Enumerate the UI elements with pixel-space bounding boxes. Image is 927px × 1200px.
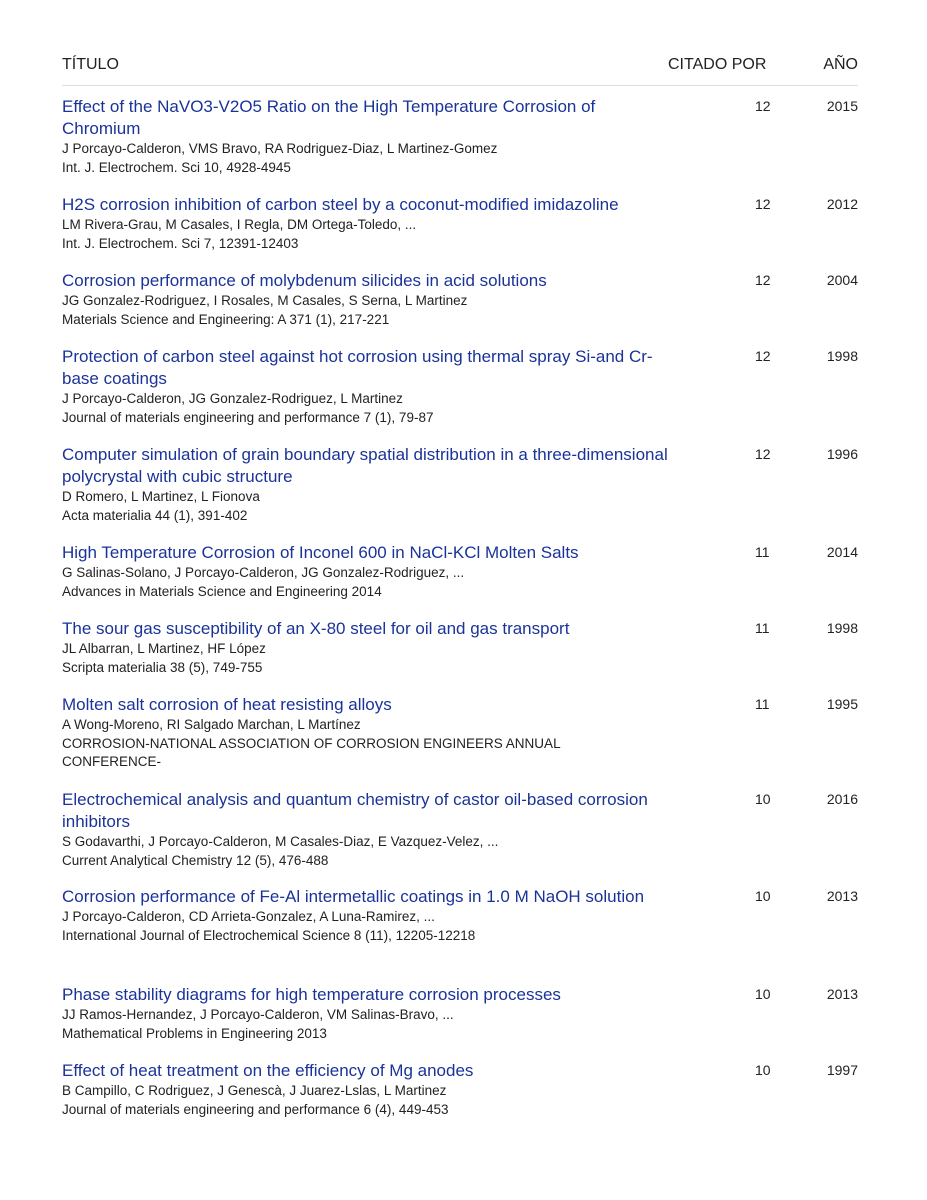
cited-by-count[interactable]: 12 [755, 348, 771, 364]
article-year: 2013 [826, 888, 858, 904]
article-row [62, 984, 858, 1043]
article-authors: J Porcayo-Calderon, JG Gonzalez-Rodriguez, L Martinez [62, 391, 403, 406]
article-venue: Current Analytical Chemistry 12 (5), 476-488 [62, 852, 329, 868]
article-year: 1995 [826, 696, 858, 712]
article-title-link[interactable]: Electrochemical analysis and quantum chemistry of castor oil-based corrosion inhibitors [62, 790, 648, 831]
article-year: 2014 [826, 544, 858, 560]
article-venue: Mathematical Problems in Engineering 2013 [62, 1025, 327, 1041]
article-authors: D Romero, L Martinez, L Fionova [62, 489, 260, 504]
article-title-link[interactable]: H2S corrosion inhibition of carbon steel by a coconut-modified imidazoline [62, 195, 619, 214]
article-authors: A Wong-Moreno, RI Salgado Marchan, L Martínez [62, 717, 361, 732]
article-row [62, 444, 858, 525]
article-venue: Advances in Materials Science and Engineering 2014 [62, 583, 382, 599]
article-authors: J Porcayo-Calderon, CD Arrieta-Gonzalez, A Luna-Ramirez, ... [62, 909, 435, 924]
article-venue: Int. J. Electrochem. Sci 7, 12391-12403 [62, 235, 299, 251]
cited-by-count[interactable]: 10 [755, 888, 771, 904]
article-authors: J Porcayo-Calderon, VMS Bravo, RA Rodriguez-Diaz, L Martinez-Gomez [62, 141, 498, 156]
article-authors: JJ Ramos-Hernandez, J Porcayo-Calderon, VM Salinas-Bravo, ... [62, 1007, 454, 1022]
article-year: 2004 [826, 272, 858, 288]
article-row [62, 694, 858, 772]
article-title-link[interactable]: High Temperature Corrosion of Inconel 600 in NaCl-KCl Molten Salts [62, 543, 579, 562]
cited-by-column-header[interactable]: CITADO POR [668, 56, 767, 73]
article-venue: Scripta materialia 38 (5), 749-755 [62, 659, 263, 675]
article-venue: Acta materialia 44 (1), 391-402 [62, 507, 248, 523]
article-venue: Journal of materials engineering and performance 6 (4), 449-453 [62, 1101, 449, 1117]
year-column-header[interactable]: AÑO [823, 56, 858, 73]
article-row [62, 1060, 858, 1119]
article-title-link[interactable]: Effect of heat treatment on the efficiency of Mg anodes [62, 1061, 474, 1080]
article-title-link[interactable]: Molten salt corrosion of heat resisting alloys [62, 695, 392, 714]
article-authors: S Godavarthi, J Porcayo-Calderon, M Casales-Diaz, E Vazquez-Velez, ... [62, 834, 499, 849]
cited-by-count[interactable]: 12 [755, 196, 771, 212]
article-venue: CORROSION-NATIONAL ASSOCIATION OF CORROSION ENGINEERS ANNUAL CONFERENCE- [62, 735, 561, 769]
cited-by-count[interactable]: 12 [755, 446, 771, 462]
article-row [62, 542, 858, 601]
cited-by-count[interactable]: 10 [755, 986, 771, 1002]
article-year: 1998 [826, 620, 858, 636]
article-year: 1996 [826, 446, 858, 462]
article-row [62, 96, 858, 177]
cited-by-count[interactable]: 11 [755, 620, 770, 636]
article-title-link[interactable]: Computer simulation of grain boundary spatial distribution in a three-dimensional polycrystal with cubic structure [62, 445, 668, 486]
article-title-link[interactable]: Phase stability diagrams for high temperature corrosion processes [62, 985, 561, 1004]
article-row [62, 789, 858, 870]
article-venue: Materials Science and Engineering: A 371 (1), 217-221 [62, 311, 390, 327]
article-venue: Journal of materials engineering and performance 7 (1), 79-87 [62, 409, 434, 425]
article-venue: International Journal of Electrochemical Science 8 (11), 12205-12218 [62, 927, 476, 943]
article-row [62, 618, 858, 677]
article-authors: G Salinas-Solano, J Porcayo-Calderon, JG Gonzalez-Rodriguez, ... [62, 565, 465, 580]
article-title-link[interactable]: Effect of the NaVO3-V2O5 Ratio on the High Temperature Corrosion of Chromium [62, 97, 596, 138]
cited-by-count[interactable]: 11 [755, 696, 770, 712]
article-venue: Int. J. Electrochem. Sci 10, 4928-4945 [62, 159, 291, 175]
article-title-link[interactable]: Corrosion performance of Fe-Al intermetallic coatings in 1.0 M NaOH solution [62, 887, 645, 906]
cited-by-count[interactable]: 10 [755, 1062, 771, 1078]
article-authors: LM Rivera-Grau, M Casales, I Regla, DM Ortega-Toledo, ... [62, 217, 417, 232]
title-column-header[interactable]: TÍTULO [62, 56, 119, 73]
publication-list [62, 54, 858, 1117]
article-year: 2016 [826, 791, 858, 807]
article-authors: B Campillo, C Rodriguez, J Genescà, J Juarez-Lslas, L Martinez [62, 1083, 447, 1098]
article-year: 2015 [826, 98, 858, 114]
article-row [62, 270, 858, 329]
cited-by-count[interactable]: 11 [755, 544, 770, 560]
article-title-link[interactable]: The sour gas susceptibility of an X-80 steel for oil and gas transport [62, 619, 570, 638]
article-title-link[interactable]: Protection of carbon steel against hot corrosion using thermal spray Si-and Cr-base coatings [62, 347, 653, 388]
article-row [62, 346, 858, 427]
cited-by-count[interactable]: 10 [755, 791, 771, 807]
article-year: 1997 [826, 1062, 858, 1078]
cited-by-count[interactable]: 12 [755, 98, 771, 114]
article-year: 2013 [826, 986, 858, 1002]
article-year: 2012 [826, 196, 858, 212]
article-row [62, 886, 858, 945]
article-year: 1998 [826, 348, 858, 364]
cited-by-count[interactable]: 12 [755, 272, 771, 288]
article-authors: JG Gonzalez-Rodriguez, I Rosales, M Casales, S Serna, L Martinez [62, 293, 468, 308]
table-header [62, 54, 858, 86]
article-title-link[interactable]: Corrosion performance of molybdenum silicides in acid solutions [62, 271, 547, 290]
article-authors: JL Albarran, L Martinez, HF López [62, 641, 266, 656]
article-row [62, 194, 858, 253]
